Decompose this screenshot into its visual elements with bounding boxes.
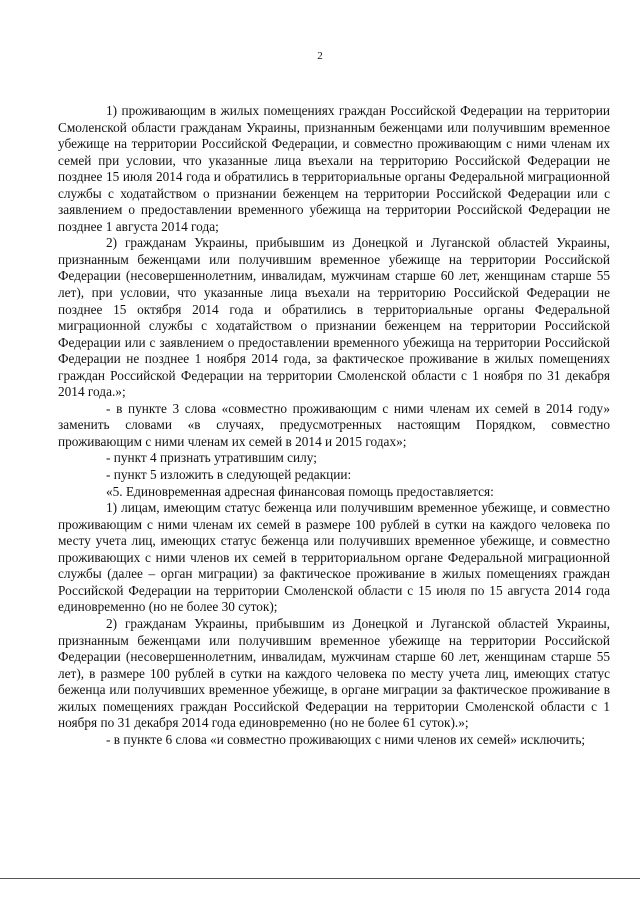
paragraph-item-2: 2) гражданам Украины, прибывшим из Донецкой и Луганской областей Украины, признанным беженцами или получившим временное убежище на территории Российской Федерации (несовершеннолетним, инвалидам, мужчинам старше 60 лет, женщинам старше 55 лет), при условии, что указанные лица въехали на территорию Российской Федерации не позднее 15 октября 2014 года и обратились в территориальные органы Федеральной миграционной службы с ходатайством о признании беженцем на территории Российской Федерации или с заявлением о предоставлении временного убежища на территории Российской Федерации не позднее 1 ноября 2014 года, за фактическое проживание в жилых помещениях граждан Российской Федерации на территории Смоленской области с 1 ноября по 31 декабря 2014 года.»;	[58, 235, 610, 400]
paragraph-amend-point-6: - в пункте 6 слова «и совместно проживающих с ними членов их семей» исключить;	[106, 731, 586, 747]
footer-divider	[0, 878, 640, 879]
paragraph-point-5-item-2: 2) гражданам Украины, прибывшим из Донецкой и Луганской областей Украины, признанным беженцами или получившим временное убежище на территории Российской Федерации (несовершеннолетним, инвалидам, мужчинам старше 60 лет, женщинам старше 55 лет), в размере 100 рублей в сутки на каждого человека по месту учета лиц, имеющих статус беженца или получивших временное убежище, в органе миграции за фактическое проживание в жилых помещениях граждан Российской Федерации на территории Смоленской области с 1 ноября по 31 декабря 2014 года единовременно (но не более 61 суток).»;	[58, 615, 610, 731]
paragraph-repeal-point-4: - пункт 4 признать утратившим силу;	[106, 450, 317, 466]
document-body	[58, 103, 610, 748]
paragraph-point-5-heading: «5. Единовременная адресная финансовая помощь предоставляется:	[106, 483, 494, 499]
paragraph-amend-point-3: - в пункте 3 слова «совместно проживающим с ними членам их семей в 2014 году» заменить словами «в случаях, предусмотренных настоящим Порядком, совместно проживающим с ними членам их семей в 2014 и 2015 годах»;	[58, 400, 610, 449]
page-number: 2	[317, 50, 323, 62]
paragraph-point-5-item-1: 1) лицам, имеющим статус беженца или получившим временное убежище, и совместно проживающим с ними членам их семей в размере 100 рублей в сутки на каждого человека по месту учета лиц, имеющих статус беженца или получивших временное убежище, и совместно проживающих с ними членов их семей в территориальном органе Федеральной миграционной службы (далее – орган миграции) за фактическое проживание в жилых помещениях граждан Российской Федерации на территории Смоленской области с 15 июля по 15 августа 2014 года единовременно (но не более 30 суток);	[58, 500, 610, 615]
paragraph-item-1: 1) проживающим в жилых помещениях граждан Российской Федерации на территории Смоленской области гражданам Украины, признанным беженцами или получившим временное убежище на территории Российской Федерации, и совместно проживающим с ними членам их семей при условии, что указанные лица въехали на территорию Российской Федерации не позднее 15 июля 2014 года и обратились в территориальные органы Федеральной миграционной службы с ходатайством о признании беженцем на территории Российской Федерации или с заявлением о предоставлении временного убежища на территории Российской Федерации не позднее 1 августа 2014 года;	[58, 103, 610, 234]
paragraph-restate-point-5: - пункт 5 изложить в следующей редакции:	[106, 467, 352, 483]
